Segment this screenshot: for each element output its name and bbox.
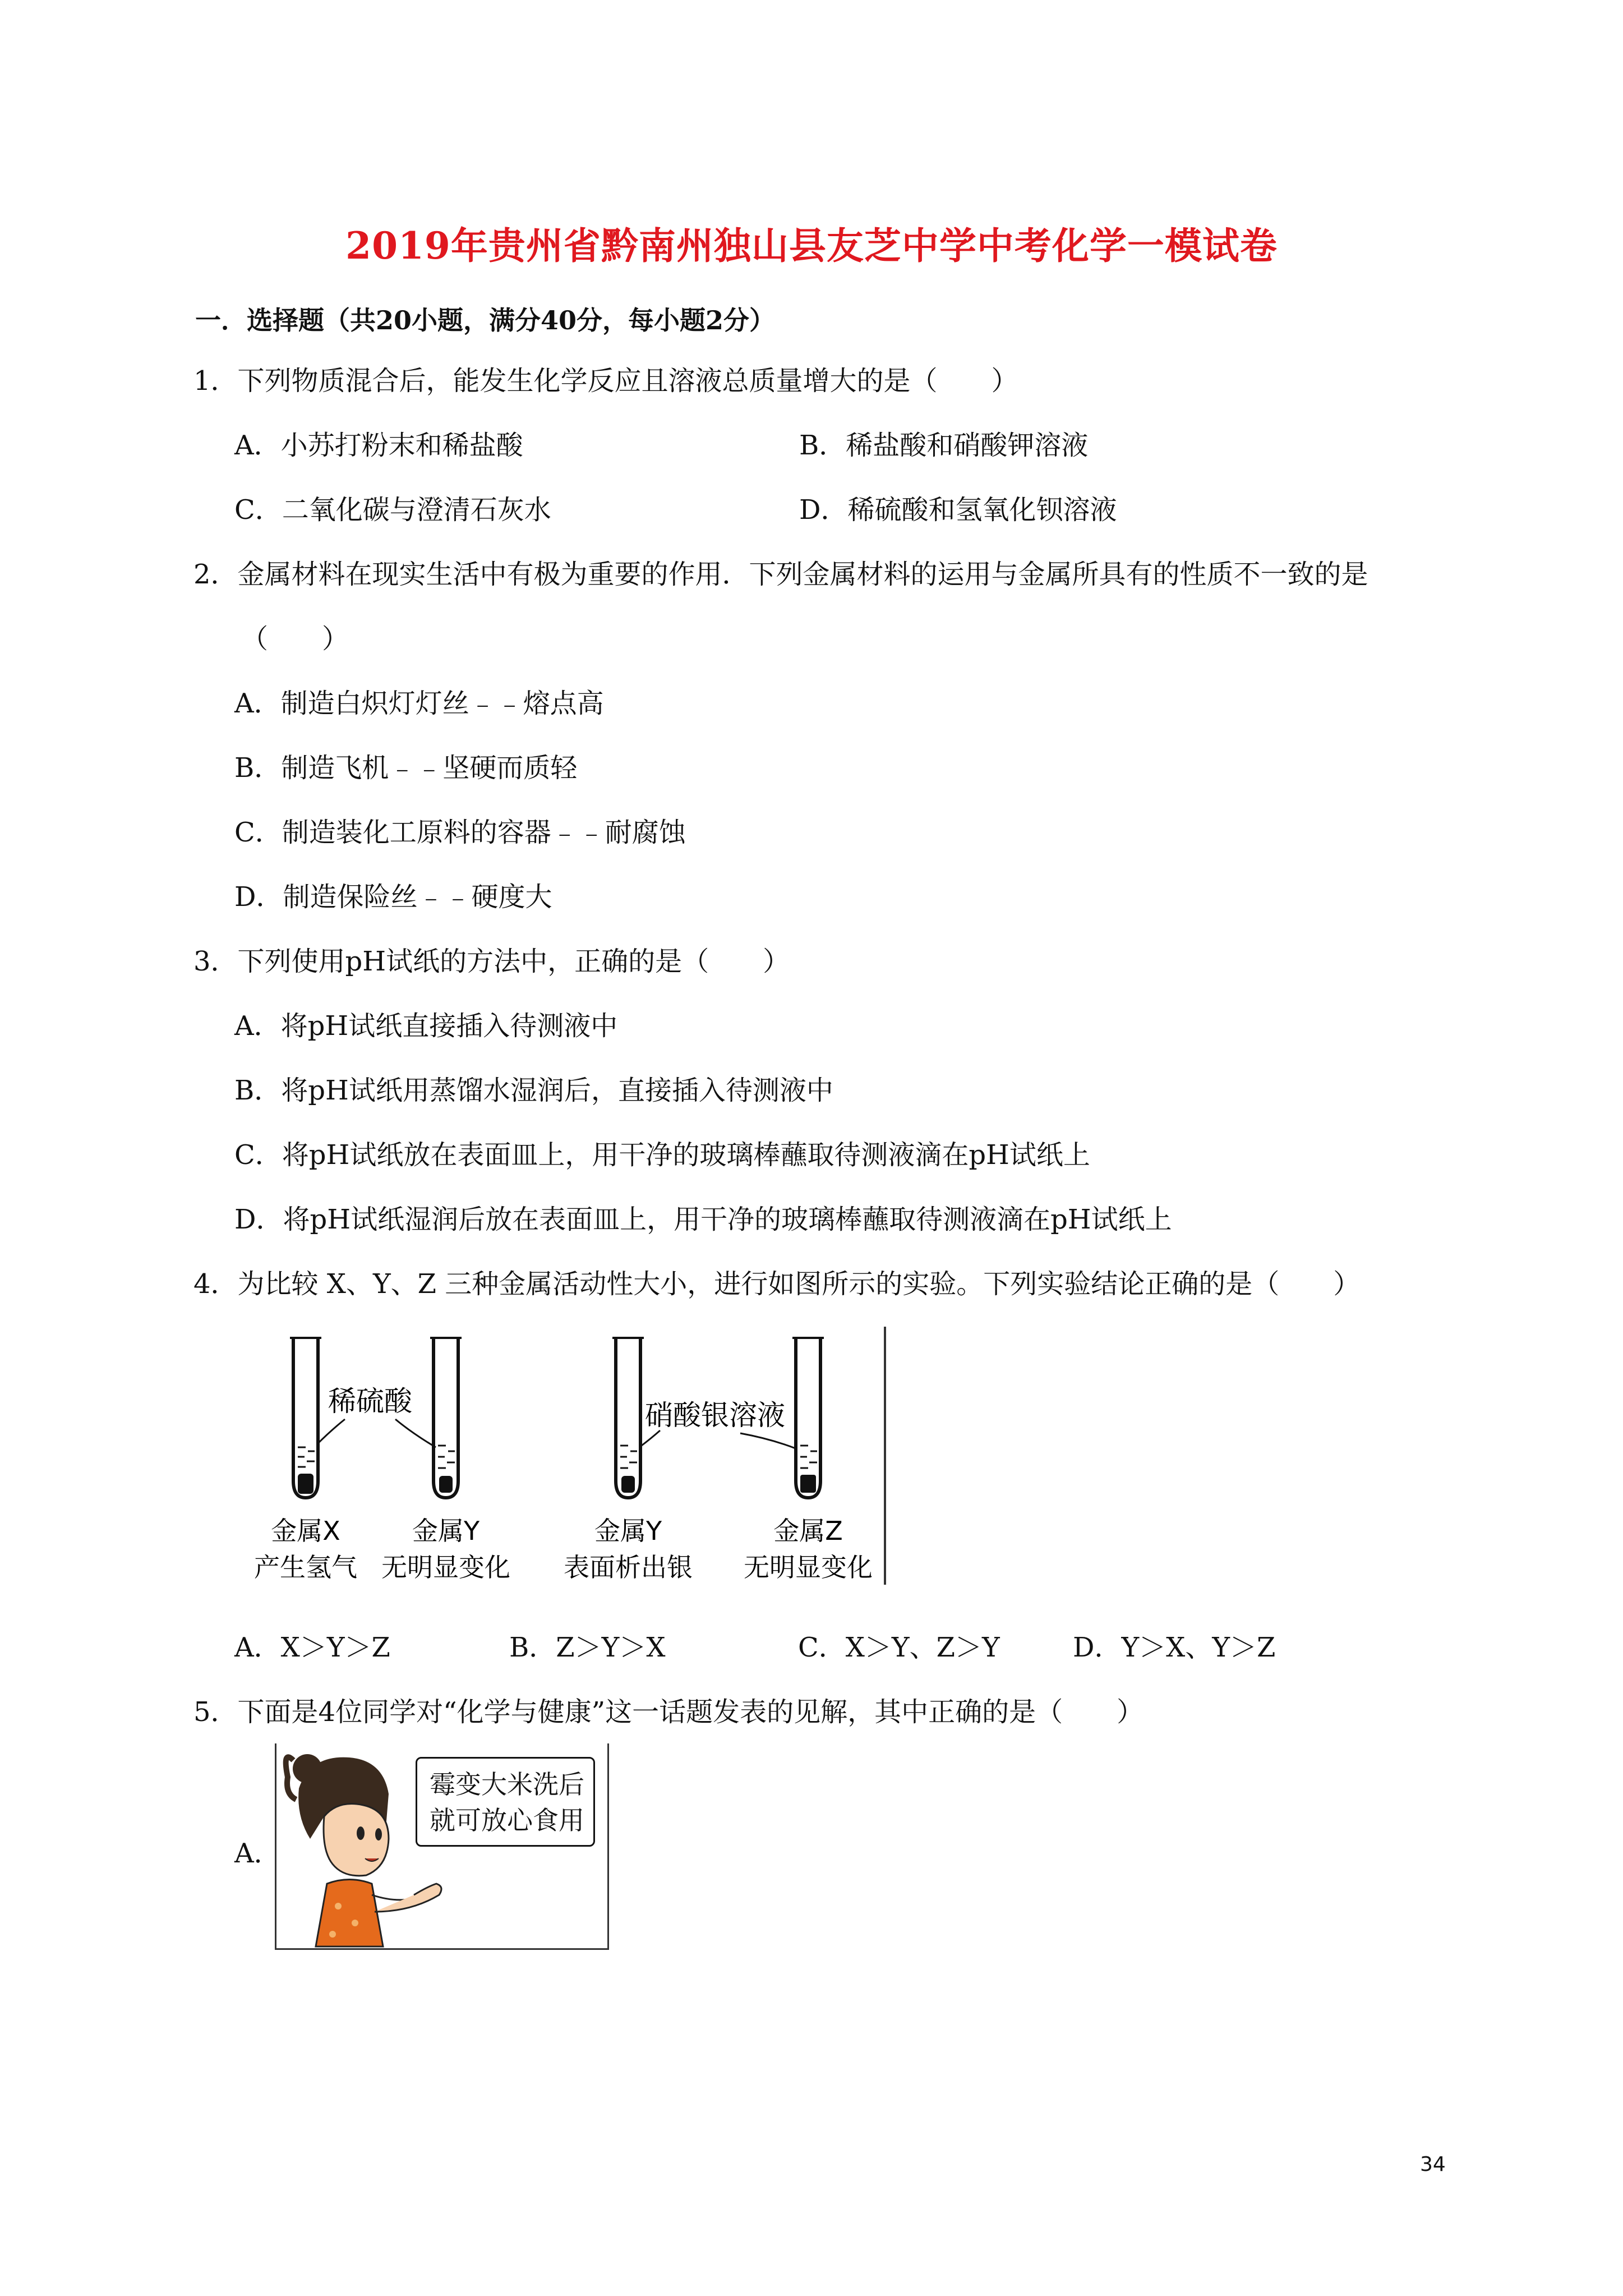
question-3-stem: 3．下列使用pH试纸的方法中，正确的是（ ） xyxy=(193,946,790,977)
question-4-option-c: C．X＞Y、Z＞Y xyxy=(798,1632,1000,1663)
question-2-option-d: D．制造保险丝﹣﹣硬度大 xyxy=(234,881,552,913)
question-4-option-b: B．Z＞Y＞X xyxy=(509,1632,666,1663)
speech-bubble xyxy=(416,1757,595,1847)
question-4-option-a: A．X＞Y＞Z xyxy=(234,1632,390,1663)
question-1-option-c: C．二氧化碳与澄清石灰水 xyxy=(234,494,551,526)
tube-3-result: 表面析出银 xyxy=(564,1552,693,1582)
question-1-option-b: B．稀盐酸和硝酸钾溶液 xyxy=(799,430,1089,461)
question-3-option-a: A．将pH试纸直接插入待测液中 xyxy=(234,1010,618,1042)
question-3-option-b: B．将pH试纸用蒸馏水湿润后，直接插入待测液中 xyxy=(234,1075,833,1106)
reagent-label-left: 稀硫酸 xyxy=(328,1385,412,1418)
reagent-label-right: 硝酸银溶液 xyxy=(645,1399,785,1432)
tube-4-result: 无明显变化 xyxy=(744,1552,873,1582)
page-number: 34 xyxy=(1420,2153,1446,2176)
tube-2-metal: 金属Y xyxy=(412,1516,480,1546)
tube-3-metal: 金属Y xyxy=(594,1516,662,1546)
question-1-stem: 1．下列物质混合后，能发生化学反应且溶液总质量增大的是（ ） xyxy=(193,365,1018,397)
question-1-option-a: A．小苏打粉末和稀盐酸 xyxy=(234,430,523,461)
speech-bubble-line-2: 就可放心食用 xyxy=(430,1805,584,1835)
test-tube-1 xyxy=(290,1338,321,1498)
test-tube-figure xyxy=(233,1327,892,1585)
question-2-stem-cont: （ ） xyxy=(241,623,349,655)
speech-bubble-line-1: 霉变大米洗后 xyxy=(430,1769,584,1800)
question-2-option-b: B．制造飞机﹣﹣坚硬而质轻 xyxy=(234,752,578,784)
question-5-stem: 5．下面是4位同学对“化学与健康”这一话题发表的见解，其中正确的是（ ） xyxy=(193,1696,1144,1728)
tube-1-result: 产生氢气 xyxy=(254,1552,357,1582)
test-tube-3 xyxy=(612,1338,644,1498)
tube-1-metal: 金属X xyxy=(271,1516,340,1546)
question-2-stem: 2．金属材料在现实生活中有极为重要的作用．下列金属材料的运用与金属所具有的性质不一致的是 xyxy=(193,559,1368,590)
test-tube-2 xyxy=(430,1338,462,1498)
tube-4-metal: 金属Z xyxy=(773,1516,843,1546)
question-4-stem: 4．为比较 X、Y、Z 三种金属活动性大小，进行如图所示的实验。下列实验结论正确的是（ ） xyxy=(193,1268,1361,1300)
question-1-option-d: D．稀硫酸和氢氧化钡溶液 xyxy=(799,494,1117,526)
tube-2-result: 无明显变化 xyxy=(381,1552,510,1582)
section-heading: 一．选择题（共20小题，满分40分，每小题2分） xyxy=(195,305,776,335)
cartoon-figure xyxy=(275,1743,609,1950)
test-tube-4 xyxy=(792,1338,824,1498)
page-title: 2019年贵州省黔南州独山县友芝中学中考化学一模试卷 xyxy=(345,224,1278,268)
question-2-option-c: C．制造装化工原料的容器﹣﹣耐腐蚀 xyxy=(234,817,686,848)
question-3-option-c: C．将pH试纸放在表面皿上，用干净的玻璃棒蘸取待测液滴在pH试纸上 xyxy=(234,1139,1090,1171)
question-2-option-a: A．制造白炽灯灯丝﹣﹣熔点高 xyxy=(234,688,604,719)
question-5-option-a-label: A． xyxy=(234,1838,281,1869)
question-4-option-d: D．Y＞X、Y＞Z xyxy=(1073,1632,1276,1663)
question-3-option-d: D．将pH试纸湿润后放在表面皿上，用干净的玻璃棒蘸取待测液滴在pH试纸上 xyxy=(234,1204,1172,1235)
